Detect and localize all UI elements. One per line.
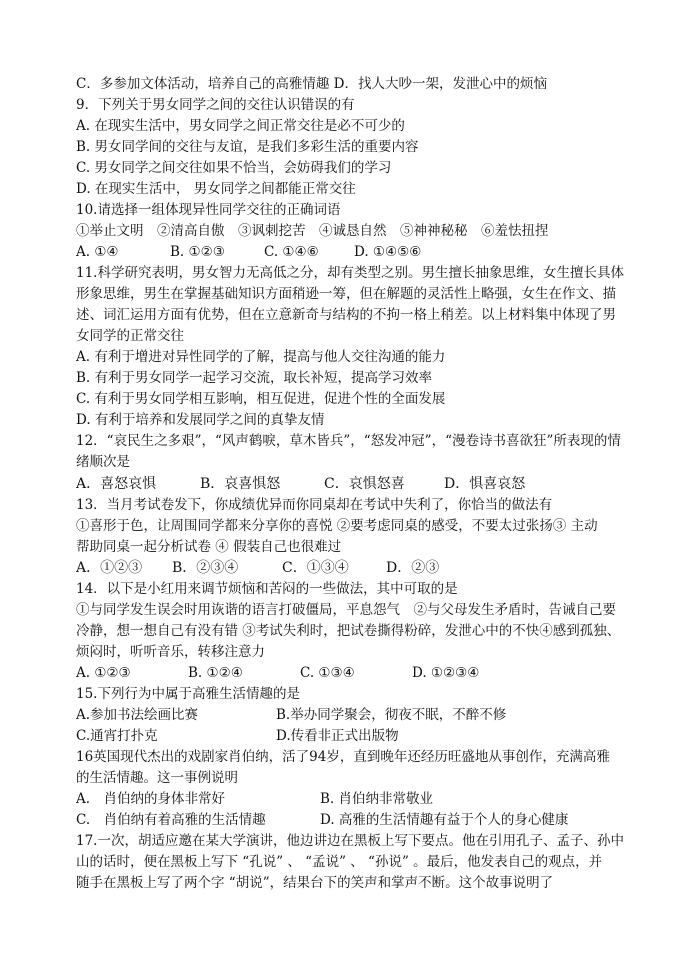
q9-option-a: A. 在现实生活中，男女同学之间正常交往是必不可少的 bbox=[76, 118, 405, 134]
q15-option-d: D.传看非正式出版物 bbox=[276, 728, 399, 744]
q17-stem-line: 山的话时，便在黑板上写下 “孔说” 、 “孟说” 、 “孙说” 。最后，他发表自己的观点，并 bbox=[76, 854, 603, 870]
q12-option-d: D．惧喜哀怒 bbox=[444, 476, 526, 492]
q14-option-a: A. ①②③ bbox=[76, 665, 131, 681]
q13-option-b: B．②③④ bbox=[172, 560, 239, 576]
q9-option-b: B. 男女同学间的交往与友谊，是我们多彩生活的重要内容 bbox=[76, 139, 419, 155]
q10-items: ①举止文明 ②清高自傲 ③讽刺挖苦 ④诚恳自然 ⑤神神秘秘 ⑥羞怯扭捏 bbox=[76, 223, 549, 239]
q15-stem: 15.下列行为中属于高雅生活情趣的是 bbox=[76, 686, 300, 702]
q16-stem-line: 16英国现代杰出的戏剧家肖伯纳，活了94岁，直到晚年还经历旺盛地从事创作，充满高雅 bbox=[76, 749, 610, 765]
q12-options bbox=[76, 474, 628, 494]
q10-stem: 10.请选择一组体现异性同学交往的正确词语 bbox=[76, 202, 341, 218]
q14-option-d: D. ①②③④ bbox=[412, 665, 480, 681]
q13-option-a: A．①②③ bbox=[76, 560, 143, 576]
q11-stem-line: 形象思维，男生在掌握基础知识方面稍逊一筹，但在解题的灵活性上略强，女生在作文、描 bbox=[76, 286, 616, 302]
q12-option-b: B．哀喜惧怒 bbox=[200, 476, 281, 492]
q15-options-ab bbox=[76, 705, 628, 725]
q16-option-c: C. 肖伯纳有着高雅的生活情趣 bbox=[76, 812, 266, 828]
q17-stem-line: 17.一次，胡适应邀在某大学演讲，他边讲边在黑板上写下要点。他在引用孔子、孟子、孙中 bbox=[76, 833, 624, 849]
q8-option-cd: C．多参加文体活动，培养自己的高雅情趣 D．找人大吵一架，发泄心中的烦恼 bbox=[76, 76, 547, 92]
q13-option-d: D．②③ bbox=[386, 560, 440, 576]
q9-option-d: D. 在现实生活中， 男女同学之间都能正常交往 bbox=[76, 181, 356, 197]
q14-stem: 14．以下是小红用来调节烦恼和苦闷的一些做法，其中可取的是 bbox=[76, 581, 458, 597]
q13-options bbox=[76, 558, 628, 578]
q14-option-b: B. ①②④ bbox=[188, 665, 243, 681]
q17-stem-line: 随手在黑板上写了两个字 “胡说”，结果台下的笑声和掌声不断。这个故事说明了 bbox=[76, 875, 554, 891]
q12-stem-line: 绪顺次是 bbox=[76, 454, 130, 470]
q16-options-ab bbox=[76, 789, 628, 809]
q11-option-c: C. 有利于男女同学相互影响，相互促进，促进个性的全面发展 bbox=[76, 391, 446, 407]
q11-option-b: B. 有利于男女同学一起学习交流，取长补短，提高学习效率 bbox=[76, 370, 433, 386]
q15-options-cd bbox=[76, 726, 628, 746]
q11-stem-line: 述、词汇运用方面有优势，但在立意新奇与结构的不拘一格上稍差。以上材料集中体现了男 bbox=[76, 307, 616, 323]
q14-items-line: ①与同学发生误会时用诙谐的语言打破僵局，平息怨气 ②与父母发生矛盾时，告诫自己要 bbox=[76, 602, 616, 618]
q16-option-b: B. 肖伯纳非常敬业 bbox=[320, 791, 434, 807]
q11-option-d: D. 有利于培养和发展同学之间的真挚友情 bbox=[76, 412, 325, 428]
q14-option-c: C. ①③④ bbox=[300, 665, 355, 681]
q13-stem: 13．当月考试卷发下，你成绩优异而你同桌却在考试中失利了，你恰当的做法有 bbox=[76, 497, 553, 513]
q9-stem: 9．下列关于男女同学之间的交往认识错误的有 bbox=[76, 97, 355, 113]
q11-stem-line: 女同学的正常交往 bbox=[76, 328, 184, 344]
q10-options bbox=[76, 242, 628, 262]
q16-option-a: A. 肖伯纳的身体非常好 bbox=[76, 791, 226, 807]
q9-option-c: C. 男女同学之间交往如果不恰当，会妨碍我们的学习 bbox=[76, 160, 392, 176]
q12-option-c: C．哀惧怒喜 bbox=[324, 476, 405, 492]
q14-items-line: 冷静，想一想自己有没有错 ③考试失利时，把试卷撕得粉碎，发泄心中的不快④感到孤独、 bbox=[76, 623, 621, 639]
q13-items-line: 帮助同桌一起分析试卷 ④ 假装自己也很难过 bbox=[76, 539, 342, 555]
q16-stem-line: 的生活情趣。这一事例说明 bbox=[76, 770, 238, 786]
q15-option-b: B.举办同学聚会，彻夜不眠，不醉不修 bbox=[276, 707, 507, 723]
q10-option-c: C. ①④⑥ bbox=[264, 244, 319, 260]
q12-stem-line: 12．“哀民生之多艰”，“风声鹤唳，草木皆兵”，“怒发冲冠”，“漫卷诗书喜欲狂”所表现的情 bbox=[76, 433, 621, 449]
q10-option-d: D. ①④⑤⑥ bbox=[354, 244, 422, 260]
q12-option-a: A．喜怒哀惧 bbox=[76, 476, 157, 492]
q14-items-line: 烦闷时，听听音乐，转移注意力 bbox=[76, 644, 265, 660]
q13-items-line: ①喜形于色，让周围同学都来分享你的喜悦 ②要考虑同桌的感受，不要太过张扬③ 主动 bbox=[76, 518, 598, 534]
q16-options-cd bbox=[76, 810, 628, 830]
q14-options bbox=[76, 663, 628, 683]
q10-option-a: A. ①④ bbox=[76, 244, 119, 260]
q11-option-a: A. 有利于增进对异性同学的了解，提高与他人交往沟通的能力 bbox=[76, 349, 446, 365]
q15-option-c: C.通宵打扑克 bbox=[76, 728, 158, 744]
q11-stem-line: 11.科学研究表明，男女智力无高低之分，却有类型之别。男生擅长抽象思维，女生擅长具体 bbox=[76, 265, 624, 281]
q15-option-a: A.参加书法绘画比赛 bbox=[76, 707, 199, 723]
q10-option-b: B. ①②③ bbox=[170, 244, 225, 260]
q13-option-c: C．①③④ bbox=[282, 560, 349, 576]
q16-option-d: D. 高雅的生活情趣有益于个人的身心健康 bbox=[320, 812, 569, 828]
